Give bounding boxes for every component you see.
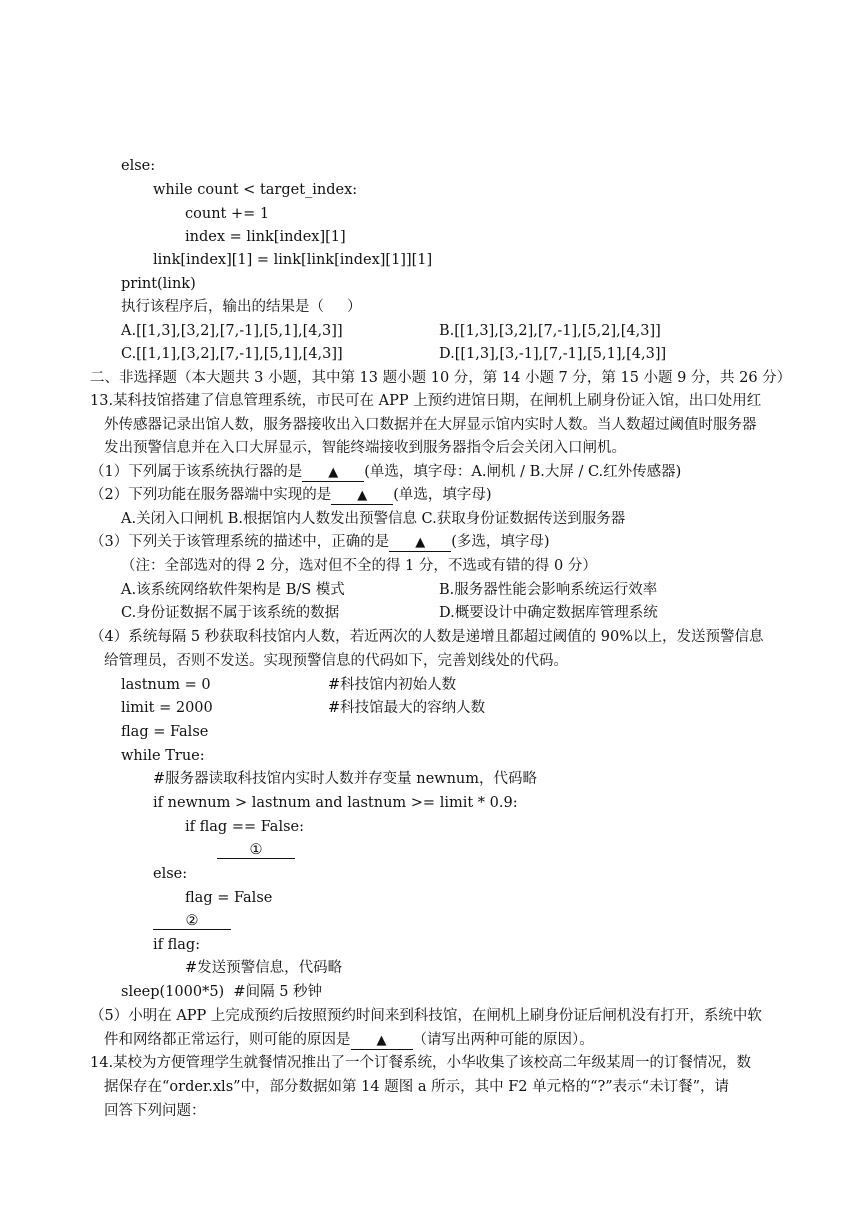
answer-blank[interactable]: ② bbox=[153, 913, 231, 930]
q13-part2 bbox=[90, 485, 492, 505]
q13-part4: （4）系统每隔 5 秒获取科技馆内人数，若近两次的人数是递增且都超过阈值的 90%以上，发送预警信息 bbox=[90, 629, 764, 645]
code-line: sleep(1000*5) #间隔 5 秒钟 bbox=[121, 984, 323, 1000]
code-line: flag = False bbox=[121, 724, 209, 740]
option-b: B.[[1,3],[3,2],[7,-1],[5,2],[4,3]] bbox=[439, 323, 661, 339]
option-a: A.该系统网络软件架构是 B/S 模式 bbox=[121, 582, 345, 598]
q14-intro: 14.某校为方便管理学生就餐情况推出了一个订餐系统，小华收集了该校高二年级某周一的订餐情况，数 bbox=[90, 1055, 752, 1071]
q13-intro: 发出预警信息并在入口大屏显示，智能终端接收到服务器指令后会关闭入口闸机。 bbox=[104, 440, 626, 456]
code-line: limit = 2000 bbox=[121, 700, 213, 716]
part-text: (多选，填字母) bbox=[451, 534, 550, 550]
option-a: A.[[1,3],[3,2],[7,-1],[5,1],[4,3]] bbox=[121, 323, 343, 339]
answer-blank[interactable]: ▲ bbox=[351, 1033, 413, 1050]
part-text: (单选，填字母) bbox=[393, 487, 492, 503]
code-line: flag = False bbox=[185, 890, 273, 906]
option-d: D.[[1,3],[3,-1],[7,-1],[5,1],[4,3]] bbox=[439, 346, 667, 362]
code-line: if flag == False: bbox=[185, 819, 304, 835]
q13-intro: 13.某科技馆搭建了信息管理系统，市民可在 APP 上预约进馆日期，在闸机上刷身份证入馆，出口处用红 bbox=[90, 393, 762, 409]
q13-part4: 给管理员，否则不发送。实现预警信息的代码如下，完善划线处的代码。 bbox=[104, 653, 568, 669]
answer-blank[interactable]: ▲ bbox=[302, 465, 364, 482]
code-line: link[index][1] = link[link[index][1]][1] bbox=[153, 252, 433, 268]
code-line: else: bbox=[153, 866, 188, 882]
part-text: （3）下列关于该管理系统的描述中，正确的是 bbox=[90, 534, 390, 550]
option-b: B.服务器性能会影响系统运行效率 bbox=[439, 582, 658, 598]
code-line: else: bbox=[121, 158, 156, 174]
code-comment: #服务器读取科技馆内实时人数并存变量 newnum，代码略 bbox=[153, 771, 538, 787]
answer-blank[interactable]: ▲ bbox=[331, 488, 393, 505]
scoring-note: （注：全部选对的得 2 分，选对但不全的得 1 分，不选或有错的得 0 分） bbox=[121, 558, 597, 574]
code-comment: #发送预警信息，代码略 bbox=[185, 960, 343, 976]
part-text: （2）下列功能在服务器端中实现的是 bbox=[90, 487, 332, 503]
q13-part5: （5）小明在 APP 上完成预约后按照预约时间来到科技馆，在闸机上刷身份证后闸机没有打开，系统中软 bbox=[90, 1008, 762, 1024]
code-line: while True: bbox=[121, 748, 205, 764]
part-text: 件和网络都正常运行，则可能的原因是 bbox=[104, 1032, 351, 1048]
part-text: （1）下列属于该系统执行器的是 bbox=[90, 464, 303, 480]
code-line: lastnum = 0 bbox=[121, 677, 211, 693]
answer-blank[interactable]: ① bbox=[217, 842, 295, 859]
code-line: index = link[index][1] bbox=[185, 229, 346, 245]
code-blank-2 bbox=[153, 911, 231, 931]
q14-intro: 据保存在“order.xls”中，部分数据如第 14 题图 a 所示，其中 F2 单元格的“?”表示“未订餐”，请 bbox=[104, 1079, 730, 1095]
question-prompt: 执行该程序后，输出的结果是（ ） bbox=[121, 299, 362, 315]
answer-blank[interactable]: ▲ bbox=[389, 535, 451, 552]
code-line: count += 1 bbox=[185, 206, 270, 222]
q13-part2-options: A.关闭入口闸机 B.根据馆内人数发出预警信息 C.获取身份证数据传送到服务器 bbox=[121, 511, 626, 527]
q13-part3 bbox=[90, 532, 550, 552]
code-blank-1 bbox=[217, 840, 295, 860]
section-heading: 二、非选择题（本大题共 3 小题，其中第 13 题小题 10 分，第 14 小题 7 分，第 15 小题 9 分，共 26 分） bbox=[90, 370, 792, 386]
option-c: C.身份证数据不属于该系统的数据 bbox=[121, 605, 340, 621]
option-c: C.[[1,1],[3,2],[7,-1],[5,1],[4,3]] bbox=[121, 346, 343, 362]
code-line: if newnum > lastnum and lastnum >= limit * 0.9: bbox=[153, 795, 518, 811]
code-line: if flag: bbox=[153, 937, 201, 953]
option-d: D.概要设计中确定数据库管理系统 bbox=[439, 605, 658, 621]
code-line: while count < target_index: bbox=[153, 182, 358, 198]
q13-part1 bbox=[90, 462, 681, 482]
part-text: (单选，填字母：A.闸机 / B.大屏 / C.红外传感器) bbox=[364, 464, 682, 480]
code-line: print(link) bbox=[121, 276, 196, 292]
q13-part5 bbox=[104, 1030, 594, 1050]
part-text: （请写出两种可能的原因）。 bbox=[412, 1032, 594, 1048]
code-comment: #科技馆内初始人数 bbox=[328, 677, 457, 693]
q14-intro: 回答下列问题： bbox=[104, 1103, 206, 1119]
q13-intro: 外传感器记录出馆人数，服务器接收出入口数据并在大屏显示馆内实时人数。当人数超过阈值时服务器 bbox=[104, 417, 757, 433]
code-comment: #科技馆最大的容纳人数 bbox=[328, 700, 486, 716]
